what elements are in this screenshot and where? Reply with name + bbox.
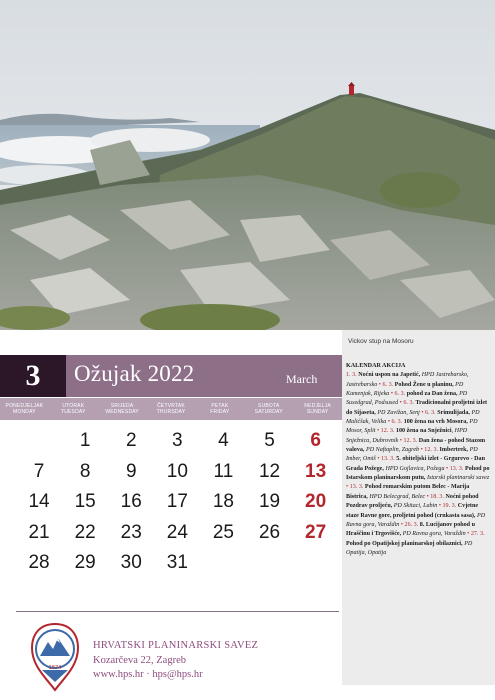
day-cell: 23: [120, 521, 142, 543]
sunday-cell: 6: [310, 430, 321, 451]
weekday-friday: PETAK FRIDAY: [210, 402, 230, 415]
day-cell: 25: [212, 521, 234, 543]
day-cell: [246, 552, 292, 583]
day-cell: 2: [125, 430, 137, 451]
event-item: 13. 3. Pohod romarskim putom Belec - Marija Bistrica, HPD Belecgrad, Belec: [346, 484, 470, 500]
day-cell: 16: [120, 491, 142, 512]
day-cell: 31: [166, 552, 188, 573]
day-cell: 4: [218, 430, 229, 451]
event-item: 6. 3. Pohod Žene u planinu, PD Kamenjak, Rijeka: [346, 381, 464, 398]
day-cell: 19: [258, 491, 281, 512]
mountain-photo: [0, 0, 495, 330]
weekday-monday: PONEDJELJAK MONDAY: [5, 402, 44, 415]
calendar-grid: [16, 430, 339, 583]
day-cell: 3: [172, 430, 183, 451]
day-cell: 17: [166, 491, 188, 512]
day-cell: 7: [33, 460, 45, 482]
weekday-tuesday: UTORAK TUESDAY: [60, 402, 86, 415]
events-calendar: [346, 362, 490, 558]
event-item: 12. 3. Dan žena - pohod Stazom valova, PD Naftaplin, Zagreb: [346, 437, 486, 454]
day-cell: 29: [74, 552, 96, 573]
photo-caption: Vickov stup na Mosoru: [348, 338, 414, 345]
day-cell: 26: [258, 521, 281, 543]
event-item: 12. 3. Imbertrek, PD Imber, Omiš: [346, 447, 478, 463]
day-cell: 10: [166, 460, 188, 482]
event-item: 13. 3. 5. obiteljski izlet - Grgurevo - Dan Grada Požege, HPD Gojlavica, Požega: [346, 456, 485, 472]
event-item: 6. 3. pohod za Dan žena, PD Susedgrad, Podsused: [346, 391, 468, 407]
week-row: [16, 461, 339, 492]
weekday-thursday: ČETVRTAK THURSDAY: [156, 402, 186, 415]
weekday-header: [0, 398, 342, 420]
day-cell: 14: [28, 491, 50, 512]
day-cell: 28: [28, 552, 50, 573]
events-list: 1. 3. Noćni uspon na Japetić, HPD Jastrebarsko, Jastrebarsko • 6. 3. Pohod Žene u planinu, PD Kamenjak, Rijeka • 6. 3. pohod za Dan žena, PD Susedgrad, Podsused • 6. 3. Tradicionalni proljetni izlet do Sijaseta, PD Zavižan, Senj • 6. 3. Srimulijada, PD Malićšak, Velika • 6. 3. 100 žena na vrh Mosora, PD Mosor, Split • 12. 3. 100 žena na Snježnici, HPD Snježnica, Dubrovnik • 12. 3. Dan žena - pohod Stazom valova, PD Naftaplin, Zagreb • 12. 3. Imbertrek, PD Imber, Omiš • 13. 3. 5. obiteljski izlet - Grgurevo - Dan Grada Požege, HPD Gojlavica, Požega • 13. 3. Pohod po Istarskom planinarskom putu, Istarski planinarski savez • 13. 3. Pohod romarskim putom Belec - Marija Bistrica, HPD Belecgrad, Belec • 18. 3. Noćni pohod Pozdrav proljeću, PD Skitaci, Labin • 19. 3. Cvjetne staze Ravne gore, proljetni pohod (crnkasta sasa), PD Ravna gora, Varaždin • 26. 3. 8. Lucijanov pohod u Hraščinu i Trgovišće, PD Ravna gora, Varaždin • 27. 3. Pohod po Opatijskoj planinarskoj obilaznici, PD Opatija, Opatija: [346, 372, 490, 556]
week-row: [16, 522, 339, 553]
organization-address: Kozarčeva 22, Zagreb: [93, 655, 186, 666]
weekday-sunday: NEDJELJA SUNDAY: [304, 402, 331, 415]
weekday-wednesday: SRIJEDA WEDNESDAY: [105, 402, 139, 415]
day-cell: 30: [120, 552, 142, 573]
week-row: [16, 491, 339, 522]
day-cell: 18: [212, 491, 234, 512]
day-cell: 5: [264, 430, 275, 451]
organization-name: HRVATSKI PLANINARSKI SAVEZ: [93, 640, 259, 651]
day-cell: 8: [79, 460, 91, 482]
day-cell: 24: [166, 521, 188, 543]
event-item: 1. 3. Noćni uspon na Japetić, HPD Jastrebarsko, Jastrebarsko: [346, 372, 469, 388]
events-title: KALENDAR AKCIJA: [346, 363, 406, 369]
divider: [16, 611, 339, 612]
sunday-cell: 20: [305, 491, 327, 512]
day-cell: 21: [28, 521, 50, 543]
event-item: 6. 3. Srimulijada, PD Malićšak, Velika: [346, 409, 480, 426]
month-title: Ožujak 2022: [74, 361, 195, 386]
event-item: 26. 3. 8. Lucijanov pohod u Hraščinu i Trgovišće, PD Ravna gora, Varaždin: [346, 521, 475, 538]
day-cell: [16, 430, 62, 461]
event-item: 6. 3. Tradicionalni proljetni izlet do Sijaseta, PD Zavižan, Senj: [346, 400, 488, 416]
sunday-cell: 27: [305, 521, 327, 543]
event-item: 13. 3. Pohod po Istarskom planinarskom putu, Istarski planinarski savez: [346, 465, 490, 482]
weekday-saturday: SUBOTA SATURDAY: [254, 402, 283, 415]
hps-logo: [30, 622, 80, 692]
day-cell: 12: [258, 460, 281, 482]
day-cell: 11: [213, 460, 234, 482]
month-number: 3: [0, 355, 66, 397]
day-cell: 15: [74, 491, 96, 512]
day-cell: 9: [125, 460, 137, 482]
day-cell: 22: [74, 521, 96, 543]
week-row: [16, 552, 339, 583]
organization-web: www.hps.hr · hps@hps.hr: [93, 669, 203, 680]
event-item: 6. 3. 100 žena na vrh Mosora, PD Mosor, Split: [346, 419, 478, 435]
day-cell: 1: [79, 430, 91, 451]
event-item: 27. 3. Pohod po Opatijskoj planinarskoj obilaznici, PD Opatija, Opatija: [346, 531, 485, 556]
svg-text:1874: 1874: [48, 665, 62, 671]
sunday-cell: 13: [305, 460, 327, 482]
event-item: 18. 3. Noćni pohod Pozdrav proljeću, PD Skitaci, Labin: [346, 493, 479, 510]
sunday-cell: [293, 552, 339, 583]
week-row: [16, 430, 339, 461]
event-item: 19. 3. Cvjetne staze Ravne gore, proljetni pohod (crnkasta sasa), PD Ravna gora, Varaždin: [346, 503, 486, 528]
day-cell: [200, 552, 246, 583]
event-item: 12. 3. 100 žena na Snježnici, HPD Snježnica, Dubrovnik: [346, 428, 468, 444]
month-english: March: [286, 372, 318, 386]
